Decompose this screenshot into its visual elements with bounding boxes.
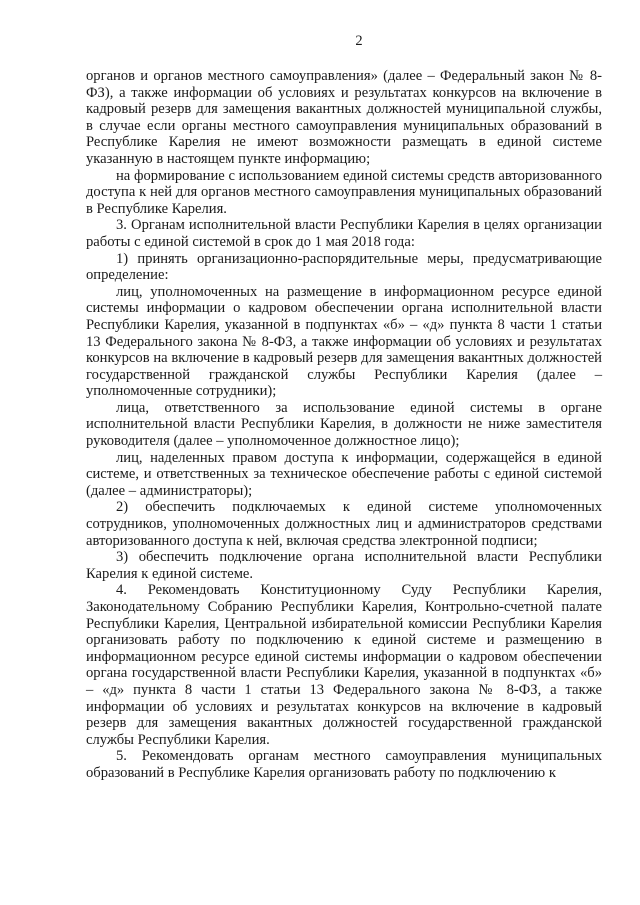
page-number: 2 <box>355 33 363 49</box>
paragraph-item-5: 5. Рекомендовать органам местного самоуправления муниципальных образований в Республике Карелия организовать работу по подключению к <box>86 748 602 781</box>
paragraph: лица, ответственного за использование единой системы в органе исполнительной власти Республики Карелия, в должности не ниже заместителя руководителя (далее – уполномоченное должностное лицо); <box>86 399 602 450</box>
paragraph-subitem-2: 2) обеспечить подключаемых к единой системе уполномоченных сотрудников, уполномоченных должностных лиц и администраторов средствами авторизованного доступа к ней, включая средства электронной подписи; <box>86 499 602 549</box>
paragraph: лиц, наделенных правом доступа к информации, содержащейся в единой системе, и ответственных за техническое обеспечение работы с единой системой (далее – администраторы); <box>86 449 602 499</box>
paragraph-continuation: органов и органов местного самоуправления» (далее – Федеральный закон № 8-ФЗ), а также информации об условиях и результатах конкурсов на включение в кадровый резерв для замещения вакантных должностей муниципальной службы, в случае если органы местного самоуправления муниципальных образований в Республике Карелия не имеют возможности размещать в единой системе указанную в настоящем пункте информацию; <box>86 68 602 167</box>
paragraph-subitem-3: 3) обеспечить подключение органа исполнительной власти Республики Карелия к единой системе. <box>86 549 602 582</box>
paragraph-subitem-1: 1) принять организационно-распорядительные меры, предусматривающие определение: <box>86 250 602 284</box>
document-body <box>86 68 602 782</box>
paragraph: на формирование с использованием единой системы средств авторизованного доступа к ней для органов местного самоуправления муниципальных образований в Республике Карелия. <box>86 167 602 217</box>
paragraph: лиц, уполномоченных на размещение в информационном ресурсе единой системы информации о кадровом обеспечении органа исполнительной власти Республики Карелия, указанной в подпунктах «б» – «д» пункта 8 части 1 статьи 13 Федерального закона № 8-ФЗ, а также информации об условиях и результатах конкурсов на включение в кадровый резерв для замещения вакантных должностей государственной гражданской службы Республики Карелия (далее – уполномоченные сотрудники); <box>86 283 602 400</box>
paragraph-item-4: 4. Рекомендовать Конституционному Суду Республики Карелия, Законодательному Собранию Республики Карелия, Контрольно-счетной палате Республики Карелия, Центральной избирательной комиссии Республики Карелия организовать работу по подключению к единой системе и размещению в информационном ресурсе единой системы информации о кадровом обеспечении органа государственной власти Республики Карелия, указанной в подпунктах «б» – «д» пункта 8 части 1 статьи 13 Федерального закона № 8-ФЗ, а также информации об условиях и результатах конкурсов на включение в кадровый резерв для замещения вакантных должностей государственной гражданской службы Республики Карелия. <box>86 582 602 748</box>
paragraph-item-3: 3. Органам исполнительной власти Республики Карелия в целях организации работы с единой системой в срок до 1 мая 2018 года: <box>86 217 602 250</box>
